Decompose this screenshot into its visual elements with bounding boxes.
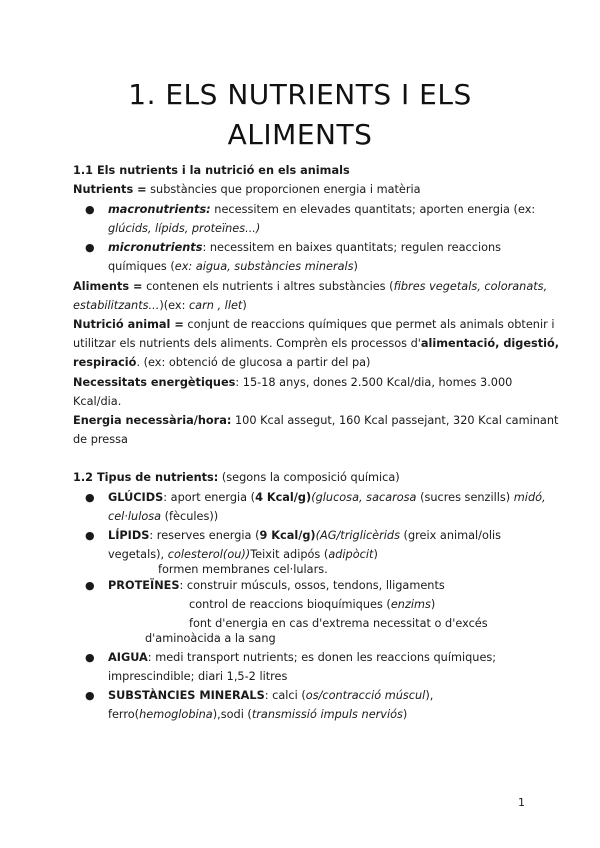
nutricio-definition-end bbox=[73, 355, 370, 370]
text-fragment: adipòcit bbox=[328, 548, 374, 561]
text-fragment: ), bbox=[425, 689, 434, 702]
nutricio-processes: alimentació, digestió, bbox=[420, 337, 560, 350]
text-fragment: (greix animal/olis bbox=[399, 529, 502, 542]
macronutrients-term: macronutrients: bbox=[108, 203, 211, 216]
bullet-icon: ● bbox=[85, 241, 95, 254]
text-fragment: )(ex: bbox=[159, 299, 189, 312]
page-number: 1 bbox=[518, 796, 525, 809]
text-fragment: cel·lulosa bbox=[108, 510, 162, 523]
aliments-label: Aliments = bbox=[73, 280, 143, 293]
lipids-item-cont bbox=[108, 547, 378, 562]
text-fragment: contenen els nutrients i altres substàncies ( bbox=[142, 280, 394, 293]
text-fragment: : calci ( bbox=[264, 689, 306, 702]
text-fragment: : aport energia ( bbox=[163, 491, 256, 504]
nutricio-processes: respiració bbox=[73, 356, 137, 369]
lipids-kcal: 9 Kcal/g) bbox=[259, 529, 316, 542]
text-fragment: hemoglobina bbox=[139, 708, 213, 721]
energia-label: Energia necessària/hora: bbox=[73, 414, 232, 427]
nutrients-text: substàncies que proporcionen energia i matèria bbox=[146, 183, 421, 196]
glucids-item bbox=[108, 490, 546, 505]
text-fragment: : reserves energia ( bbox=[149, 529, 260, 542]
text-fragment: conjunt de reaccions químiques que permet als animals obtenir i bbox=[183, 318, 555, 331]
text-fragment: transmissió impuls nerviós bbox=[251, 708, 403, 721]
text-fragment: os/contracció múscul bbox=[305, 689, 426, 702]
aliments-definition bbox=[73, 279, 547, 294]
aliments-food-examples: carn , llet bbox=[188, 299, 243, 312]
aigua-label: AIGUA bbox=[108, 651, 148, 664]
aigua-item-cont: imprescindible; diari 1,5-2 litres bbox=[108, 670, 288, 683]
nutricio-definition bbox=[73, 317, 554, 332]
text-fragment: vegetals), bbox=[108, 548, 168, 561]
proteines-item-line3: font d'energia en cas d'extrema necessitat o d'excés bbox=[189, 617, 488, 630]
macronutrients-text: necessitem en elevades quantitats; aporten energia (ex: bbox=[210, 203, 536, 216]
text-fragment: ) bbox=[353, 260, 358, 273]
text-fragment: enzims bbox=[390, 598, 431, 611]
macronutrients-examples: glúcids, lípids, proteïnes...) bbox=[108, 222, 261, 235]
text-fragment: : 15-18 anys, dones 2.500 Kcal/dia, homes 3.000 bbox=[235, 376, 513, 389]
nutricio-label: Nutrició animal = bbox=[73, 318, 184, 331]
nutricio-definition-cont bbox=[73, 336, 559, 351]
bullet-icon: ● bbox=[85, 579, 95, 592]
lipids-label: LÍPIDS bbox=[108, 529, 150, 542]
text-fragment: ) bbox=[430, 598, 436, 611]
text-fragment: colesterol(ou)) bbox=[167, 548, 251, 561]
minerals-item-cont bbox=[108, 707, 407, 722]
text-fragment: (sucres senzills) bbox=[416, 491, 514, 504]
page-title-line-2: ALIMENTS bbox=[227, 118, 373, 151]
micronutrients-text: : necessitem en baixes quantitats; regulen reaccions bbox=[202, 241, 502, 254]
bullet-icon: ● bbox=[85, 529, 95, 542]
proteines-item-line2 bbox=[189, 597, 435, 612]
aliments-examples: estabilitzants... bbox=[73, 299, 160, 312]
lipids-item bbox=[108, 528, 501, 543]
glucids-kcal: 4 Kcal/g) bbox=[255, 491, 312, 504]
nutrients-definition bbox=[73, 182, 421, 197]
text-fragment: (glucosa, sacarosa bbox=[311, 491, 417, 504]
text-fragment: Teixit adipós ( bbox=[250, 548, 329, 561]
energia-line bbox=[73, 413, 558, 428]
bullet-icon: ● bbox=[85, 689, 95, 702]
bullet-icon: ● bbox=[85, 651, 95, 664]
glucids-item-cont bbox=[108, 509, 218, 524]
micronutrients-item bbox=[108, 240, 501, 255]
aigua-item bbox=[108, 650, 496, 665]
text-fragment: ) bbox=[402, 708, 408, 721]
nutrients-label: Nutrients = bbox=[73, 183, 147, 196]
micronutrients-examples: ex: aigua, substàncies minerals bbox=[174, 260, 354, 273]
text-fragment: ) bbox=[242, 299, 247, 312]
aliments-definition-cont bbox=[73, 298, 247, 313]
proteines-label: PROTEÏNES bbox=[108, 579, 180, 592]
section-2-title: 1.2 Tipus de nutrients: bbox=[73, 471, 219, 484]
text-fragment: (AG/triglicèrids bbox=[315, 529, 400, 542]
energia-line-cont: de pressa bbox=[73, 433, 128, 446]
macronutrients-item bbox=[108, 202, 535, 217]
proteines-item bbox=[108, 578, 445, 593]
text-fragment: ) bbox=[373, 548, 378, 561]
page-title-line-1: 1. ELS NUTRIENTS I ELS bbox=[128, 78, 472, 111]
bullet-icon: ● bbox=[85, 491, 95, 504]
text-fragment: : construir músculs, ossos, tendons, lligaments bbox=[179, 579, 445, 592]
text-fragment: control de reaccions bioquímiques ( bbox=[189, 598, 391, 611]
micronutrients-examples-line bbox=[108, 259, 358, 274]
text-fragment: ),sodi ( bbox=[212, 708, 252, 721]
minerals-item bbox=[108, 688, 433, 703]
text-fragment: utilitzar els nutrients dels aliments. Comprèn els processos d' bbox=[73, 337, 421, 350]
micronutrients-term: micronutrients bbox=[108, 241, 203, 254]
bullet-icon: ● bbox=[85, 203, 95, 216]
necessitats-line-cont: Kcal/dia. bbox=[73, 395, 122, 408]
necessitats-label: Necessitats energètiques bbox=[73, 376, 236, 389]
necessitats-line bbox=[73, 375, 512, 390]
text-fragment: ferro( bbox=[108, 708, 140, 721]
text-fragment: midó, bbox=[513, 491, 546, 504]
section-1-heading: 1.1 Els nutrients i la nutrició en els animals bbox=[73, 164, 350, 177]
text-fragment: (segons la composició química) bbox=[218, 471, 400, 484]
text-fragment: químiques ( bbox=[108, 260, 175, 273]
text-fragment: (fècules)) bbox=[161, 510, 219, 523]
text-fragment: 100 Kcal assegut, 160 Kcal passejant, 320 Kcal caminant bbox=[231, 414, 559, 427]
glucids-label: GLÚCIDS bbox=[108, 491, 164, 504]
lipids-item-line3: formen membranes cel·lulars. bbox=[158, 563, 328, 576]
aliments-examples: fibres vegetals, coloranats, bbox=[393, 280, 548, 293]
section-2-heading bbox=[73, 470, 400, 485]
text-fragment: : medi transport nutrients; es donen les reaccions químiques; bbox=[147, 651, 497, 664]
minerals-label: SUBSTÀNCIES MINERALS bbox=[108, 689, 265, 702]
text-fragment: . (ex: obtenció de glucosa a partir del pa) bbox=[136, 356, 371, 369]
proteines-item-line4: d'aminoàcida a la sang bbox=[145, 632, 276, 645]
